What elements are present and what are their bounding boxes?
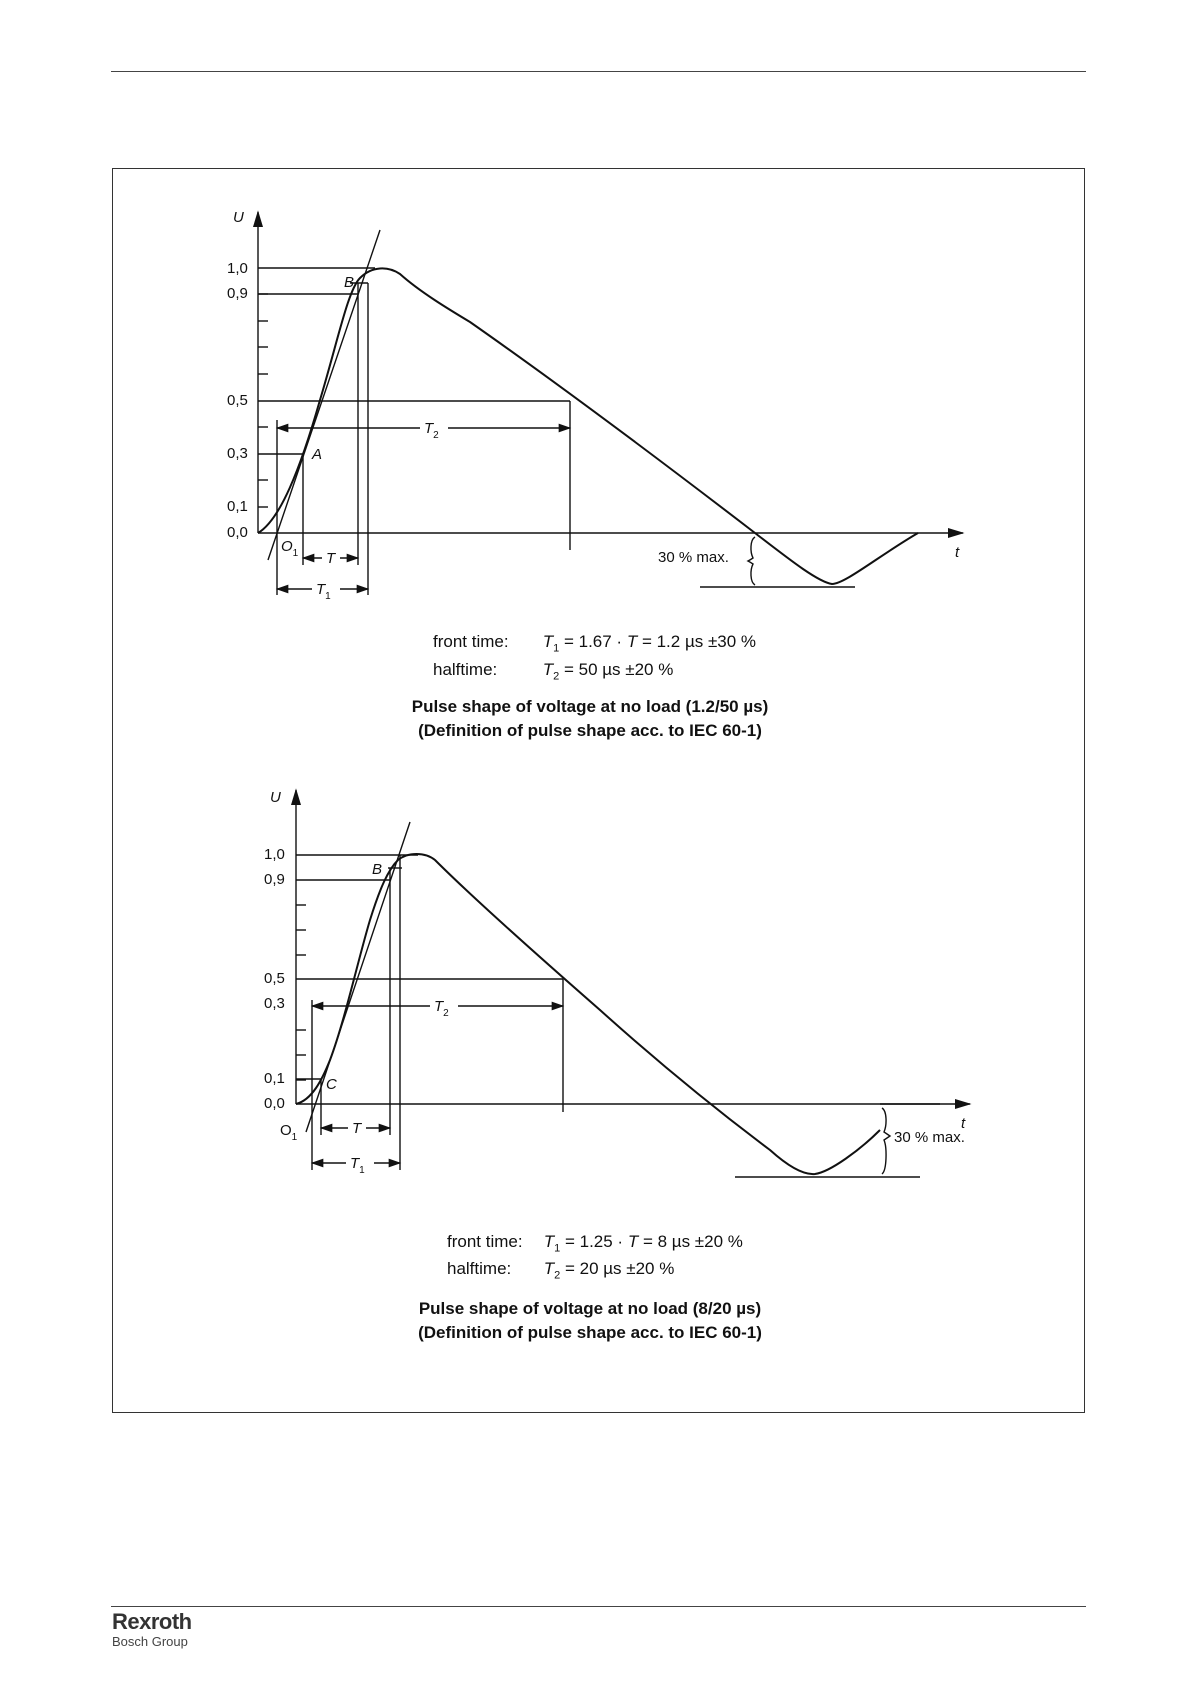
d1-axis-t-label: t	[955, 544, 960, 561]
d1-halftime-label: halftime:	[433, 660, 498, 679]
d2-origin-label: $O_1$	[280, 1122, 298, 1143]
d1-t2-label: $T_2$	[424, 420, 439, 441]
d1-caption	[290, 695, 890, 743]
d1-tick-0-5: 0,5	[227, 392, 248, 409]
d2-t2-label: $T_2$	[434, 998, 449, 1019]
d1-tick-0-9: 0,9	[227, 285, 248, 302]
d2-half-var: T	[543, 1259, 555, 1278]
d1-t-label: T	[326, 550, 336, 567]
d1-point-b-label: B	[344, 274, 355, 291]
d2-point-b-label: B	[372, 861, 383, 878]
d2-axis-t-label: t	[961, 1115, 966, 1132]
d2-point-c-label: C	[326, 1076, 337, 1093]
d1-front-sub: 1	[553, 642, 560, 655]
d2-front-mid: = 1.25 ·	[560, 1232, 628, 1251]
d2-front-time-label: front time:	[447, 1232, 523, 1251]
d1-pulse-curve	[258, 268, 918, 584]
d1-tick-0-3: 0,3	[227, 445, 248, 462]
d2-t-label: T	[352, 1120, 362, 1137]
d2-front-time-row	[447, 1232, 743, 1254]
d1-half-sub: 2	[553, 670, 560, 683]
d2-halftime-row	[447, 1259, 674, 1281]
diagram-2	[264, 789, 970, 1177]
d2-tangent-line	[306, 822, 410, 1132]
d1-origin-label: $O_1$	[281, 538, 299, 559]
d2-undershoot-label: 30 % max.	[894, 1129, 965, 1146]
d1-halftime-row	[433, 660, 673, 682]
d2-tick-0-3: 0,3	[264, 995, 285, 1012]
d1-axis-u-label: U	[233, 209, 244, 226]
d1-front-end: = 1.2 µs ±30 %	[637, 632, 757, 651]
d2-front-end: = 8 µs ±20 %	[638, 1232, 743, 1251]
logo-group: Bosch Group	[112, 1634, 188, 1649]
d2-half-sub: 2	[554, 1269, 561, 1282]
d2-half-end: = 20 µs ±20 %	[560, 1259, 675, 1278]
d2-t1-label: $T_1$	[350, 1155, 365, 1176]
d2-caption-line-1: Pulse shape of voltage at no load (8/20 µs)	[418, 1299, 762, 1318]
d1-front-time-row	[433, 632, 756, 654]
d2-front-var: T	[543, 1232, 555, 1251]
d1-front-mid: = 1.67 ·	[559, 632, 627, 651]
d1-front-var2: T	[626, 632, 638, 651]
d1-tick-1-0: 1,0	[227, 260, 248, 277]
d1-tick-0-1: 0,1	[227, 498, 248, 515]
d1-point-a-label: A	[312, 446, 323, 463]
d2-tick-0-0: 0,0	[264, 1095, 285, 1112]
d2-halftime-label: halftime:	[447, 1259, 512, 1278]
d1-caption-line-1: Pulse shape of voltage at no load (1.2/50 µs)	[411, 697, 769, 716]
d2-tick-1-0: 1,0	[264, 846, 285, 863]
d1-front-time-label: front time:	[433, 632, 509, 651]
d1-caption-line-2: (Definition of pulse shape acc. to IEC 60-1)	[418, 721, 762, 740]
d1-tick-0-0: 0,0	[227, 524, 248, 541]
rexroth-logo	[112, 1610, 192, 1649]
d2-tick-0-5: 0,5	[264, 970, 285, 987]
d2-undershoot-brace	[882, 1108, 890, 1174]
d2-front-sub: 1	[554, 1242, 561, 1255]
d2-caption	[290, 1297, 890, 1345]
d2-tick-0-9: 0,9	[264, 871, 285, 888]
d1-t1-label: $T_1$	[316, 581, 331, 602]
d1-half-var: T	[542, 660, 554, 679]
logo-brand: Rexroth	[112, 1609, 192, 1634]
d1-half-end: = 50 µs ±20 %	[559, 660, 674, 679]
footer-rule	[111, 1606, 1086, 1607]
diagram-1	[227, 209, 963, 602]
d2-axis-u-label: U	[270, 789, 281, 806]
d2-front-var2: T	[627, 1232, 639, 1251]
d1-tangent-line	[268, 230, 380, 560]
d2-caption-line-2: (Definition of pulse shape acc. to IEC 60-1)	[418, 1323, 762, 1342]
d2-tick-0-1: 0,1	[264, 1070, 285, 1087]
d1-undershoot-brace	[748, 537, 755, 585]
d2-y-ticks	[296, 905, 306, 1080]
d1-front-var: T	[542, 632, 554, 651]
d1-undershoot-label: 30 % max.	[658, 549, 729, 566]
